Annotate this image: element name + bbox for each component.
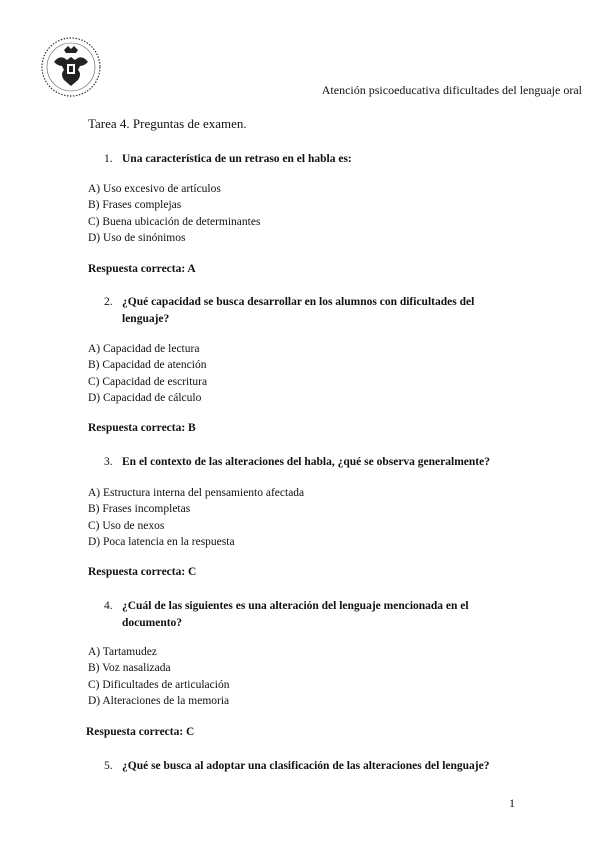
question-number: 4. [104,600,113,612]
option-b: B) Voz nasalizada [88,662,171,675]
question-number: 2. [104,296,113,308]
option-c: C) Capacidad de escritura [88,375,208,388]
question-5 [104,758,542,775]
option-a: A) Estructura interna del pensamiento afectada [88,487,305,499]
option-d: D) Poca latencia en la respuesta [88,535,235,548]
question-text: ¿Cuál de las siguientes es una alteración del lenguaje mencionada en el documento? [122,600,469,629]
question-text: Una característica de un retraso en el habla es: [122,153,352,165]
answer-4: Respuesta correcta: C [86,726,195,738]
option-b: B) Frases incompletas [88,503,191,516]
options-list-2 [88,341,207,406]
question-3 [104,454,542,471]
option-d: D) Uso de sinónimos [88,231,186,244]
option-c: C) Uso de nexos [88,519,165,532]
question-text: ¿Qué se busca al adoptar una clasificación de las alteraciones del lenguaje? [122,760,490,772]
question-1 [104,151,502,168]
question-4 [104,598,502,632]
answer-1: Respuesta correcta: A [88,263,196,275]
option-d: D) Capacidad de cálculo [88,391,202,404]
question-number: 3. [104,456,113,468]
option-c: C) Buena ubicación de determinantes [88,215,261,228]
page-number: 1 [509,796,515,810]
document-header: Atención psicoeducativa dificultades del lenguaje oral [321,83,582,97]
answer-2: Respuesta correcta: B [88,422,196,434]
options-list-3 [88,485,304,550]
option-a: A) Tartamudez [88,646,157,658]
options-list-4 [88,644,229,709]
option-b: B) Frases complejas [88,199,182,212]
university-crest-icon [40,36,102,98]
answer-3: Respuesta correcta: C [88,566,197,578]
option-c: C) Dificultades de articulación [88,678,230,691]
option-d: D) Alteraciones de la memoria [88,694,230,707]
question-number: 1. [104,153,113,165]
option-b: B) Capacidad de atención [88,359,207,372]
task-title: Tarea 4. Preguntas de examen. [88,116,247,131]
question-text: ¿Qué capacidad se busca desarrollar en los alumnos con dificultades del lenguaje? [122,296,475,325]
options-list-1 [88,181,260,246]
question-number: 5. [104,760,113,772]
option-a: A) Uso excesivo de artículos [88,183,221,195]
question-2 [104,294,502,328]
question-text: En el contexto de las alteraciones del habla, ¿qué se observa generalmente? [122,456,490,468]
option-a: A) Capacidad de lectura [88,343,200,355]
